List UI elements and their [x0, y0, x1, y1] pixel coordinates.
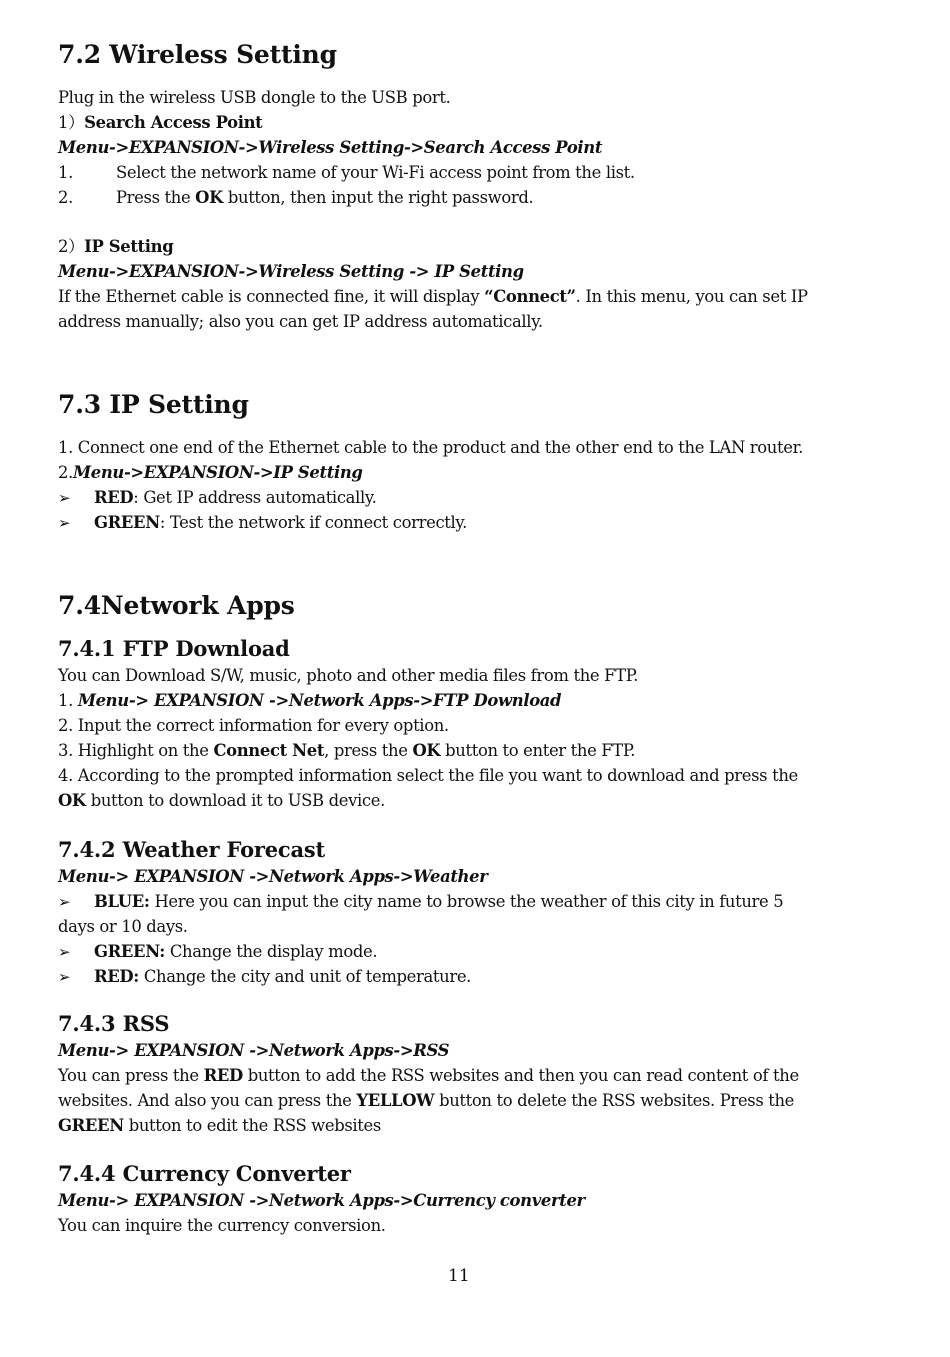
menu-path: Menu-> EXPANSION ->Network Apps->FTP Download: [77, 691, 562, 710]
ftp-intro: You can Download S/W, music, photo and other media files from the FTP.: [58, 666, 638, 685]
bullet-item: [58, 512, 467, 534]
step-item: [58, 187, 533, 209]
paragraph: [58, 1090, 794, 1112]
arrow-bullet-icon: ➢: [58, 943, 71, 961]
step-item: 2. Input the correct information for every option.: [58, 716, 449, 735]
step-bold: OK: [412, 741, 441, 760]
paragraph: [58, 1065, 799, 1087]
step-text: 3. Highlight on the: [58, 741, 214, 760]
step-text: button to download it to USB device.: [85, 791, 385, 810]
subsection-title: IP Setting: [84, 237, 174, 256]
arrow-bullet-icon: ➢: [58, 489, 71, 507]
step-item: 4. According to the prompted information select the file you want to download and press the: [58, 766, 798, 785]
section-title-7-4: 7.4Network Apps: [58, 591, 295, 620]
arrow-bullet-icon: ➢: [58, 968, 71, 986]
paragraph-text: button to delete the RSS websites. Press the: [434, 1091, 795, 1110]
menu-path: Menu->EXPANSION->Wireless Setting->Search Access Point: [58, 138, 603, 157]
subsection-title-currency: 7.4.4 Currency Converter: [58, 1161, 351, 1186]
bullet-item: [58, 487, 376, 509]
bullet-text: Change the city and unit of temperature.: [138, 967, 472, 986]
wireless-intro: Plug in the wireless USB dongle to the USB port.: [58, 88, 451, 107]
step-text: button to enter the FTP.: [440, 741, 636, 760]
menu-path: Menu->EXPANSION->IP Setting: [72, 463, 363, 482]
step-item: [58, 740, 635, 762]
paragraph-text: button to add the RSS websites and then you can read content of the: [242, 1066, 799, 1085]
menu-path: Menu->EXPANSION->Wireless Setting -> IP Setting: [58, 262, 524, 281]
step-text: Select the network name of your Wi-Fi access point from the list.: [116, 163, 635, 182]
paragraph-bold: YELLOW: [356, 1091, 435, 1110]
step-item: 1. Connect one end of the Ethernet cable to the product and the other end to the LAN router.: [58, 438, 804, 457]
step-item: [58, 162, 635, 184]
paragraph: You can inquire the currency conversion.: [58, 1216, 386, 1235]
paragraph-text: You can press the: [58, 1066, 204, 1085]
arrow-bullet-icon: ➢: [58, 514, 71, 532]
menu-path: Menu-> EXPANSION ->Network Apps->RSS: [58, 1041, 450, 1060]
bullet-text: Change the display mode.: [164, 942, 378, 961]
bullet-key: BLUE:: [94, 892, 150, 911]
step-number: 2.: [58, 188, 73, 207]
bullet-key: RED:: [94, 967, 139, 986]
bullet-item: [58, 941, 377, 963]
step-bold: OK: [58, 791, 86, 810]
bullet-key: GREEN:: [94, 942, 165, 961]
subsection-title: Search Access Point: [84, 113, 263, 132]
step-number: 1.: [58, 691, 78, 710]
arrow-bullet-icon: ➢: [58, 893, 71, 911]
step-bold: OK: [195, 188, 223, 207]
page-number: 11: [448, 1266, 470, 1286]
subsection-search-ap: [58, 112, 262, 134]
paragraph-bold: GREEN: [58, 1116, 124, 1135]
paragraph-text: . In this menu, you can set IP: [575, 287, 808, 306]
subsection-number: 1）: [58, 113, 85, 132]
paragraph-bold: RED: [203, 1066, 243, 1085]
paragraph-line: address manually; also you can get IP address automatically.: [58, 312, 543, 331]
bullet-item: [58, 966, 471, 988]
step-text: , press the: [324, 741, 413, 760]
paragraph: [58, 286, 808, 308]
step-item: [58, 462, 363, 484]
bullet-key: RED: [94, 488, 134, 507]
subsection-title-rss: 7.4.3 RSS: [58, 1011, 170, 1036]
paragraph-text: If the Ethernet cable is connected fine, it will display: [58, 287, 485, 306]
subsection-ip-setting: [58, 236, 173, 258]
bullet-item: [58, 891, 783, 913]
paragraph-text: button to edit the RSS websites: [123, 1116, 381, 1135]
step-number: 2.: [58, 463, 73, 482]
step-text: Press the: [116, 188, 196, 207]
paragraph-text: websites. And also you can press the: [58, 1091, 357, 1110]
subsection-title-weather: 7.4.2 Weather Forecast: [58, 837, 326, 862]
step-bold: Connect Net: [213, 741, 325, 760]
bullet-text: : Get IP address automatically.: [133, 488, 377, 507]
paragraph: [58, 1115, 381, 1137]
menu-path: Menu-> EXPANSION ->Network Apps->Weather: [58, 867, 488, 886]
bullet-text: Here you can input the city name to browse the weather of this city in future 5: [149, 892, 784, 911]
paragraph-bold: “Connect”: [484, 287, 576, 306]
bullet-key: GREEN: [94, 513, 160, 532]
subsection-number: 2）: [58, 237, 85, 256]
step-text: button, then input the right password.: [222, 188, 534, 207]
section-title-7-3: 7.3 IP Setting: [58, 390, 249, 419]
menu-path: Menu-> EXPANSION ->Network Apps->Currency converter: [58, 1191, 585, 1210]
step-number: 1.: [58, 163, 73, 182]
bullet-continuation: days or 10 days.: [58, 917, 188, 936]
step-continuation: [58, 790, 385, 812]
subsection-title-ftp: 7.4.1 FTP Download: [58, 636, 290, 661]
section-title-7-2: 7.2 Wireless Setting: [58, 40, 337, 69]
bullet-text: : Test the network if connect correctly.: [159, 513, 467, 532]
step-item: [58, 690, 561, 712]
